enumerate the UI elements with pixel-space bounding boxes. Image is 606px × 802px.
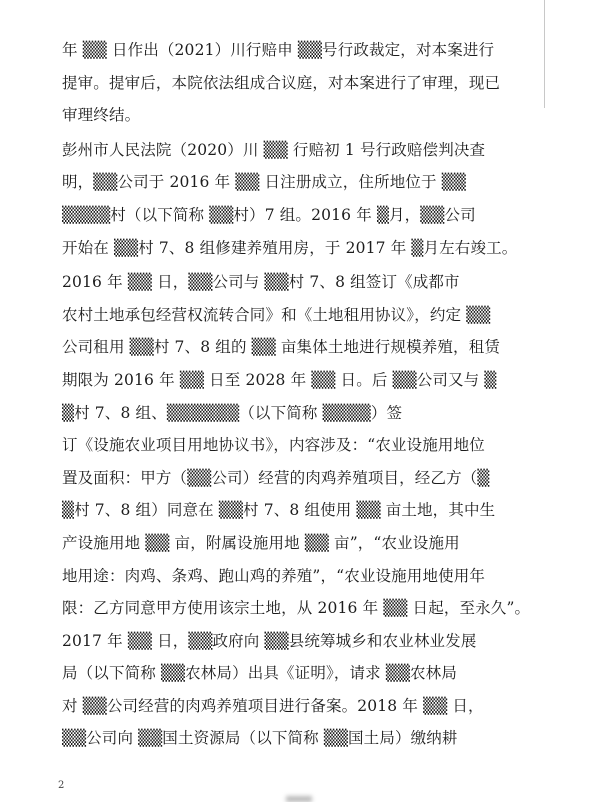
text-line: 产设施用地 ▒▒ 亩，附属设施用地 ▒▒ 亩”，“农业设施用 — [62, 533, 460, 552]
text-line: 提审。提审后，本院依法组成合议庭，对本案进行了审理，现已 — [62, 73, 501, 92]
text-line: 农村土地承包经营权流转合同》和《土地租用协议》，约定 ▒▒ — [62, 305, 491, 324]
text-line: 局（以下简称 ▒▒农林局）出具《证明》，请求 ▒▒农林局 — [62, 664, 457, 683]
text-line: 置及面积：甲方（▒▒公司）经营的肉鸡养殖项目，经乙方（▒ — [62, 468, 490, 487]
text-line: ▒村 7、8 组）同意在 ▒▒村 7、8 组使用 ▒▒ 亩土地，其中生 — [62, 501, 496, 520]
text-line: 订《设施农业项目用地协议书》，内容涉及：“农业设施用地位 — [62, 436, 485, 455]
text-line: 明，▒▒公司于 2016 年 ▒▒ 日注册成立，住所地位于 ▒▒ — [62, 173, 466, 192]
text-line: 审理终结。 — [62, 106, 141, 125]
text-line: ▒▒公司向 ▒▒国土资源局（以下简称 ▒▒国土局）缴纳耕 — [62, 729, 458, 748]
text-line: 公司租用 ▒▒村 7、8 组的 ▒▒ 亩集体土地进行规模养殖，租赁 — [62, 338, 500, 357]
text-line: 对 ▒▒公司经营的肉鸡养殖项目进行备案。2018 年 ▒▒ 日， — [62, 696, 484, 715]
page-number: 2 — [58, 780, 65, 791]
text-line: 限：乙方同意甲方使用该宗土地，从 2016 年 ▒▒ 日起，至永久”。 — [62, 599, 531, 618]
text-line: ▒▒▒▒村（以下简称 ▒▒村）7 组。2016 年 ▒月，▒▒公司 — [62, 205, 476, 224]
text-line: 彭州市人民法院（2020）川 ▒▒ 行赔初 1 号行政赔偿判决查 — [62, 140, 486, 159]
text-line: ▒村 7、8 组、▒▒▒▒▒▒（以下简称 ▒▒▒▒）签 — [62, 403, 403, 422]
text-line: 地用途：肉鸡、条鸡、跑山鸡的养殖”，“农业设施用地使用年 — [62, 566, 486, 585]
text-line: 2017 年 ▒▒ 日，▒▒政府向 ▒▒县统筹城乡和农业林业发展 — [62, 631, 477, 650]
text-line: 开始在 ▒▒村 7、8 组修建养殖用房，于 2017 年 ▒月左右竣工。 — [62, 238, 518, 257]
text-line: 年 ▒▒ 日作出（2021）川行赔申 ▒▒号行政裁定，对本案进行 — [62, 41, 495, 59]
document-body — [62, 34, 552, 755]
text-line: 期限为 2016 年 ▒▒ 日至 2028 年 ▒▒ 日。后 ▒▒公司又与 ▒ — [62, 370, 497, 389]
footer-mark — [286, 796, 312, 802]
text-line: 2016 年 ▒▒ 日，▒▒公司与 ▒▒村 7、8 组签订《成都市 — [62, 273, 460, 292]
